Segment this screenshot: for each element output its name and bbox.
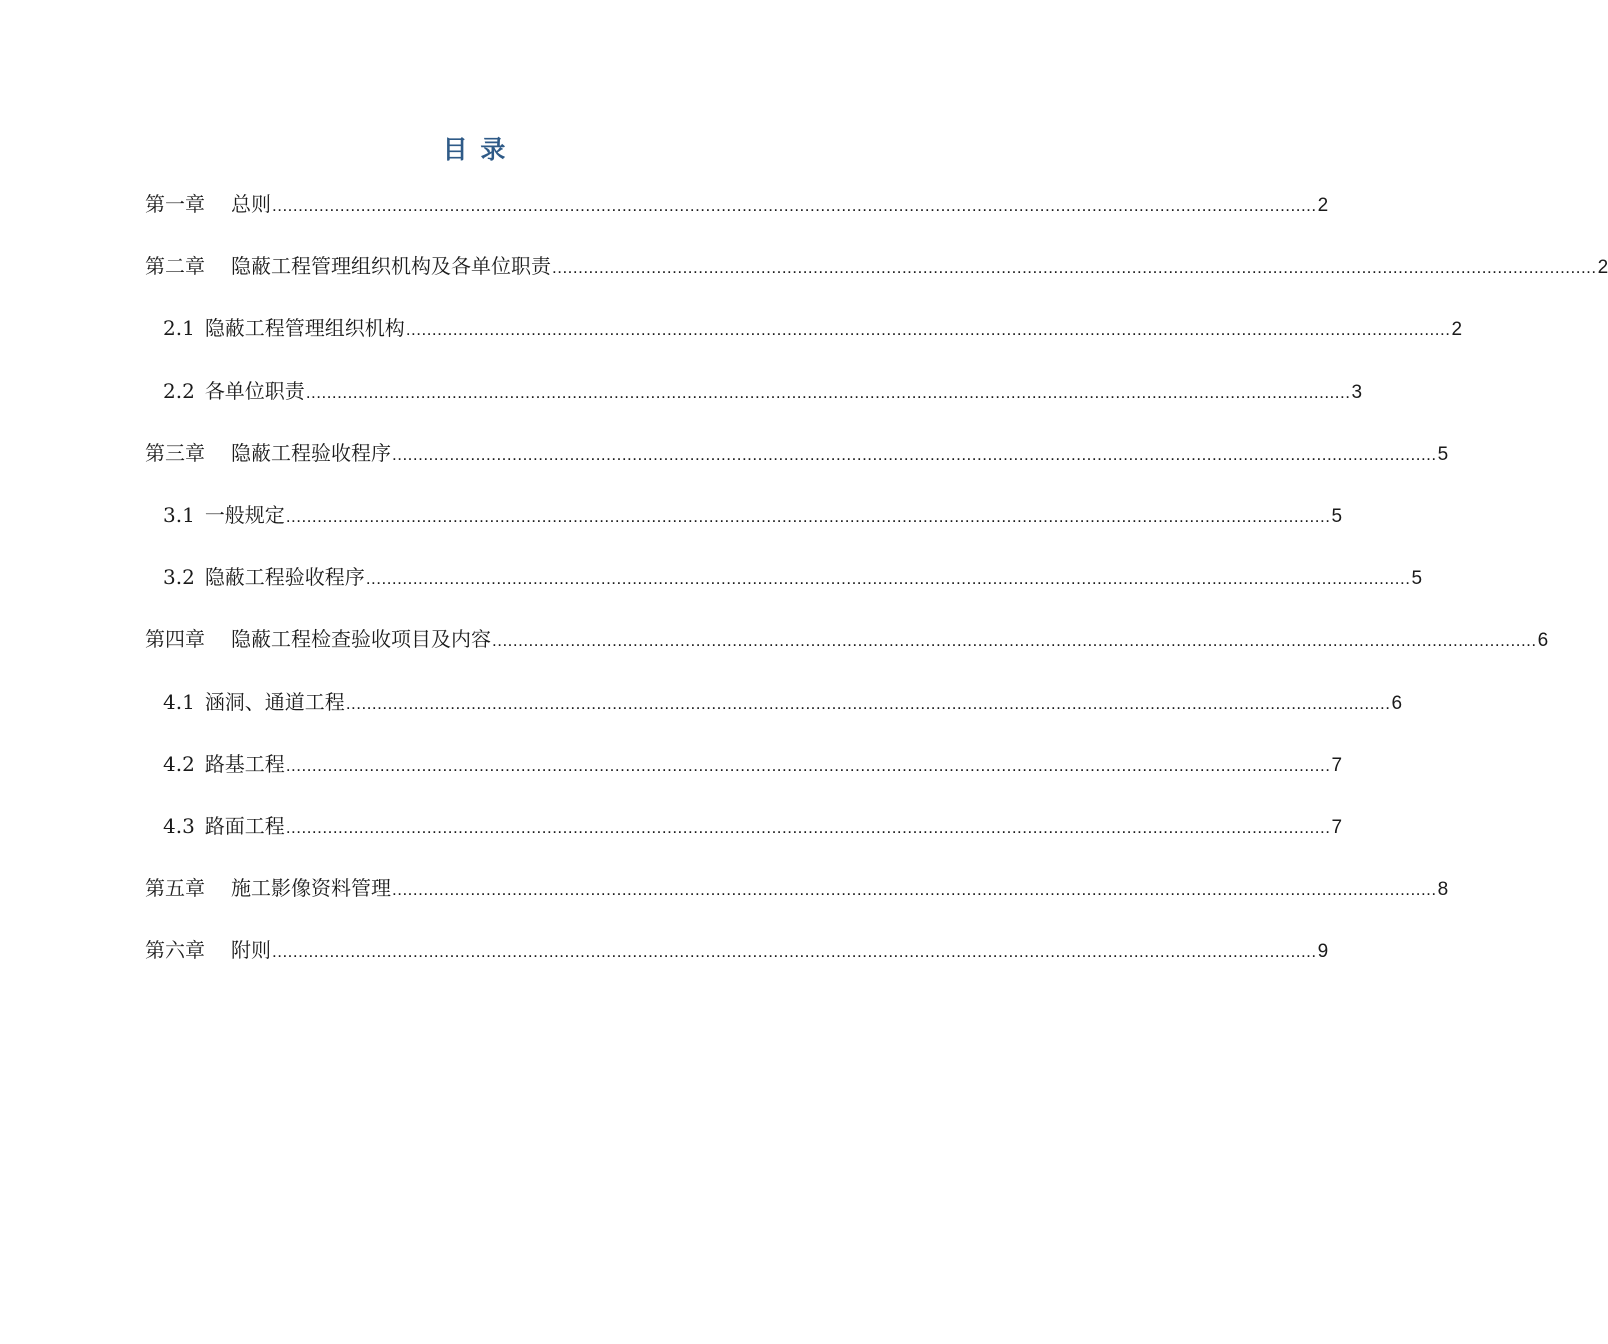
toc-entry-text: 路基工程: [204, 751, 285, 776]
toc-entry-number: 4.1: [163, 689, 195, 714]
toc-dot-leader: ........................................................................................................................................................................................................: [285, 755, 1331, 775]
toc-entry-number: 第二章: [145, 254, 205, 279]
toc-entry-text: 一般规定: [204, 502, 285, 527]
toc-entry[interactable]: [145, 872, 1449, 934]
toc-dot-leader: ........................................................................................................................................................................................................: [365, 569, 1411, 589]
toc-entry-page: 6: [1537, 630, 1549, 652]
toc-entry-page: 8: [1437, 879, 1449, 901]
toc-entry-page: 2: [1317, 195, 1329, 216]
toc-entry[interactable]: [145, 810, 1343, 872]
toc-dot-leader: ........................................................................................................................................................................................................: [392, 444, 1437, 464]
toc-list: [145, 188, 1608, 996]
toc-dot-leader: ........................................................................................................................................................................................................: [272, 196, 1317, 215]
toc-entry-number: 4.3: [163, 813, 195, 838]
toc-dot-leader: ........................................................................................................................................................................................................: [492, 631, 1537, 651]
toc-entry-number: 3.1: [163, 502, 195, 527]
toc-entry[interactable]: [145, 623, 1549, 685]
toc-entry[interactable]: [145, 188, 1329, 250]
toc-entry-number: 第五章: [145, 876, 205, 901]
toc-entry-text: 各单位职责: [204, 378, 305, 403]
toc-entry-page: 5: [1331, 505, 1343, 527]
toc-entry-page: 9: [1317, 941, 1329, 963]
toc-entry-number: 3.2: [163, 565, 195, 590]
toc-dot-leader: ........................................................................................................................................................................................................: [285, 506, 1331, 526]
toc-entry-text: 隐蔽工程验收程序: [231, 440, 391, 465]
toc-entry-page: 2: [1451, 319, 1463, 341]
toc-entry-number: 第一章: [145, 192, 205, 216]
toc-entry-text: 隐蔽工程检查验收项目及内容: [231, 627, 491, 652]
toc-entry[interactable]: [145, 561, 1423, 623]
toc-entry-number: 第六章: [145, 938, 205, 963]
toc-entry[interactable]: [145, 375, 1363, 437]
toc-title: 目 录: [442, 135, 508, 164]
toc-dot-leader: ........................................................................................................................................................................................................: [392, 880, 1437, 900]
toc-entry-text: 施工影像资料管理: [231, 876, 391, 901]
toc-entry-text: 附则: [231, 938, 271, 963]
toc-entry-page: 3: [1351, 381, 1363, 403]
toc-dot-leader: ........................................................................................................................................................................................................: [405, 320, 1451, 340]
toc-entry-text: 涵洞、通道工程: [204, 689, 345, 714]
toc-dot-leader: ........................................................................................................................................................................................................: [285, 817, 1331, 837]
toc-entry-text: 隐蔽工程管理组织机构: [204, 316, 405, 341]
toc-entry-text: 总则: [231, 192, 271, 216]
toc-entry[interactable]: [145, 934, 1329, 996]
toc-dot-leader: ........................................................................................................................................................................................................: [552, 258, 1597, 278]
toc-entry-page: 5: [1437, 443, 1449, 465]
toc-entry-number: 第四章: [145, 627, 205, 652]
toc-entry[interactable]: [145, 686, 1403, 748]
toc-entry-page: 5: [1411, 568, 1423, 590]
toc-entry-page: 7: [1331, 816, 1343, 838]
toc-entry-number: 4.2: [163, 751, 195, 776]
toc-entry[interactable]: [145, 499, 1343, 561]
toc-entry[interactable]: [145, 437, 1449, 499]
toc-entry-page: 7: [1331, 754, 1343, 776]
toc-entry-page: 6: [1391, 692, 1403, 714]
toc-entry[interactable]: [145, 312, 1463, 374]
toc-dot-leader: ........................................................................................................................................................................................................: [305, 382, 1351, 402]
toc-entry-page: 2: [1597, 257, 1608, 279]
toc-dot-leader: ........................................................................................................................................................................................................: [272, 942, 1317, 962]
toc-entry-number: 2.1: [163, 316, 195, 341]
toc-dot-leader: ........................................................................................................................................................................................................: [345, 693, 1391, 713]
toc-entry-text: 路面工程: [204, 813, 285, 838]
toc-entry-number: 第三章: [145, 440, 205, 465]
toc-entry[interactable]: [145, 250, 1608, 312]
toc-entry[interactable]: [145, 748, 1343, 810]
toc-entry-number: 2.2: [163, 378, 195, 403]
toc-entry-text: 隐蔽工程验收程序: [204, 565, 365, 590]
toc-entry-text: 隐蔽工程管理组织机构及各单位职责: [231, 254, 551, 279]
